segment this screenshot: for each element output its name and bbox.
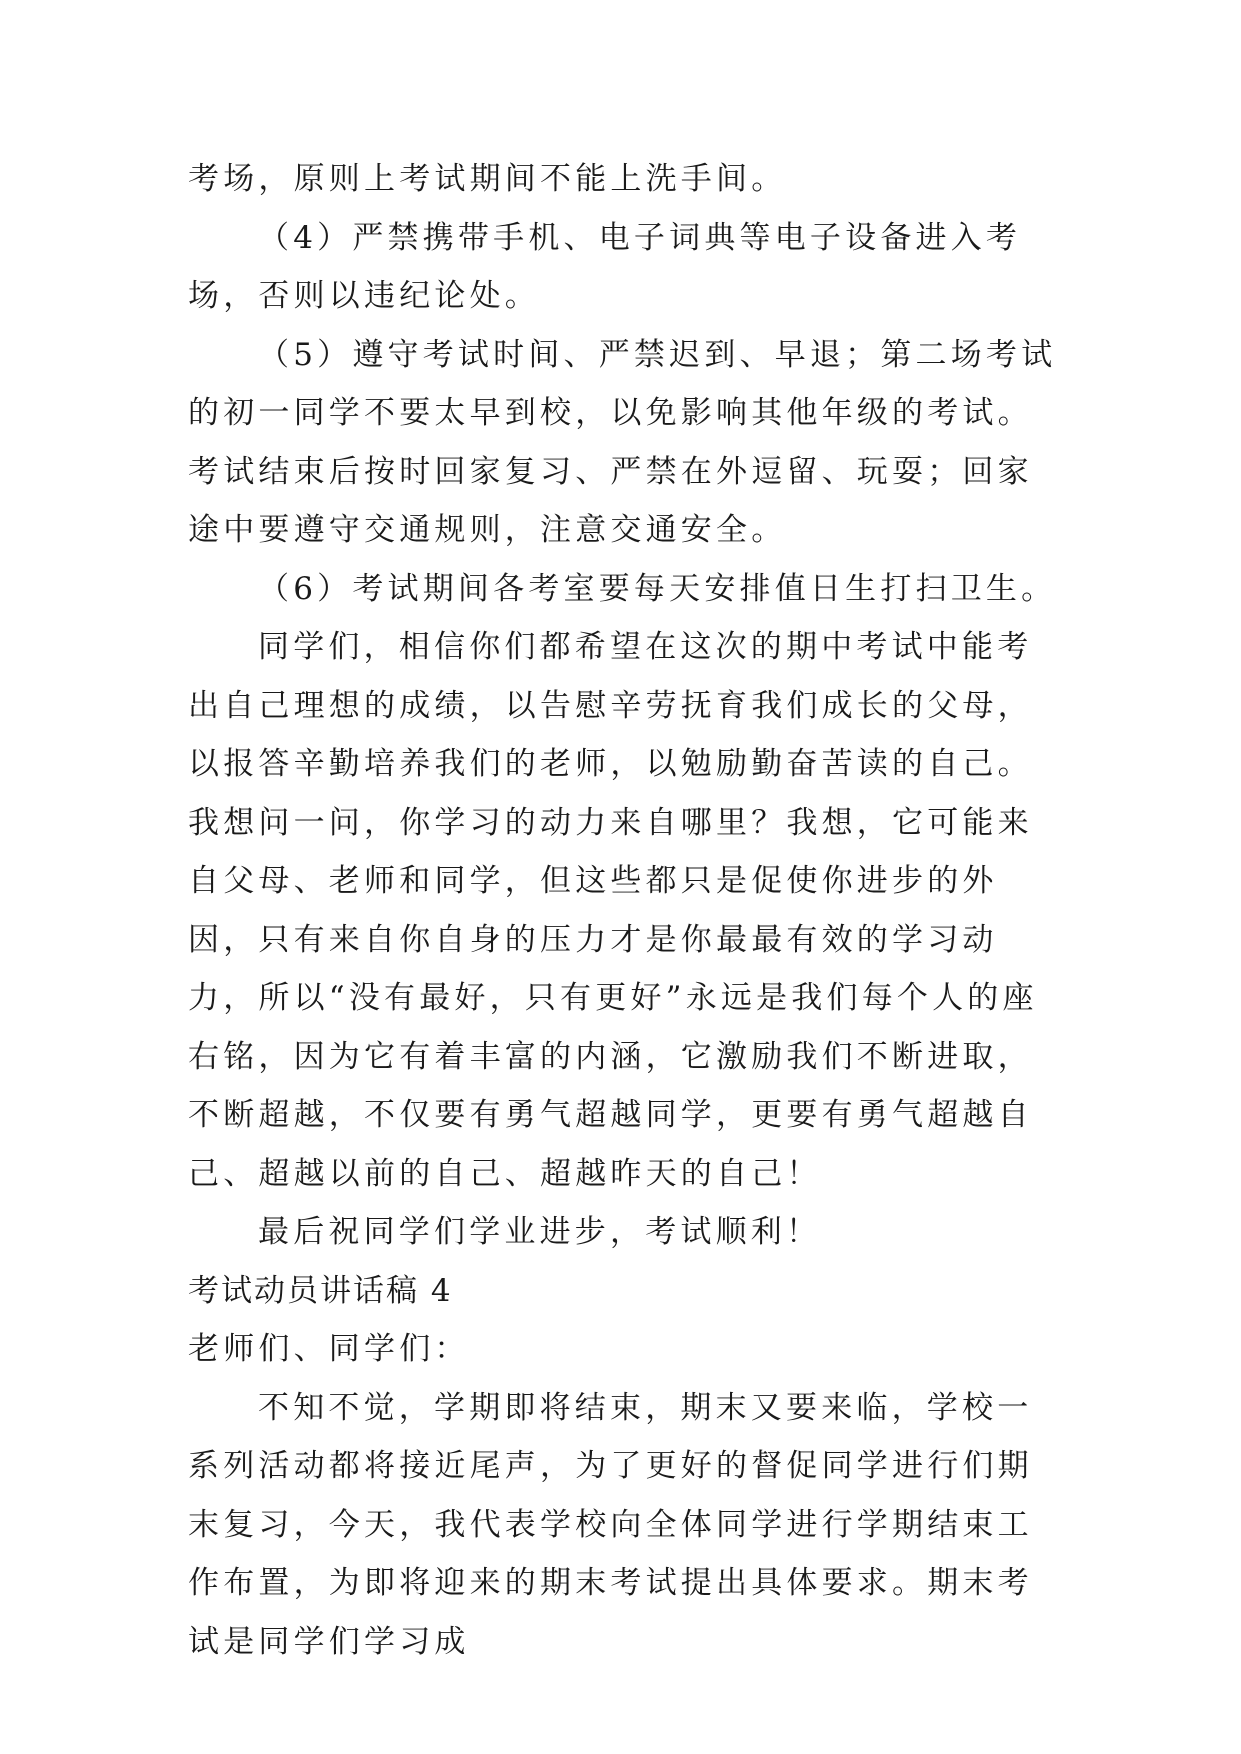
paragraph-exam-room-rule: 考场，原则上考试期间不能上洗手间。 [188, 161, 787, 197]
document-body [188, 150, 1058, 1671]
paragraph-closing-wish: 最后祝同学们学业进步，考试顺利！ [258, 1214, 822, 1250]
paragraph-rule-5: （5）遵守考试时间、严禁迟到、早退；第二场考试的初一同学不要太早到校，以免影响其他年级的考试。考试结束后按时回家复习、严禁在外逗留、玩耍；回家途中要遵守交通规则，注意交通安全。 [188, 336, 1057, 548]
section-title: 考试动员讲话稿 4 [188, 1272, 453, 1309]
paragraph-rule-6: （6）考试期间各考室要每天安排值日生打扫卫生。 [258, 570, 1057, 607]
salutation: 老师们、同学们： [188, 1331, 470, 1367]
paragraph-rule-4: （4）严禁携带手机、电子词典等电子设备进入考场，否则以违纪论处。 [188, 219, 1022, 314]
paragraph-intro: 不知不觉，学期即将结束，期末又要来临，学校一系列活动都将接近尾声，为了更好的督促同学进行们期末复习，今天，我代表学校向全体同学进行学期结束工作布置，为即将迎来的期末考试提出具体要求。期末考试是同学们学习成 [188, 1389, 1033, 1660]
paragraph-encouragement: 同学们，相信你们都希望在这次的期中考试中能考出自己理想的成绩，以告慰辛劳抚育我们成长的父母，以报答辛勤培养我们的老师，以勉励勤奋苦读的自己。我想问一问，你学习的动力来自哪里？我想，它可能来自父母、老师和同学，但这些都只是促使你进步的外因，只有来自你自身的压力才是你最最有效的学习动力，所以“没有最好，只有更好”永远是我们每个人的座右铭，因为它有着丰富的内涵，它激励我们不断进取，不断超越，不仅要有勇气超越同学，更要有勇气超越自己、超越以前的自己、超越昨天的自己！ [188, 629, 1038, 1192]
